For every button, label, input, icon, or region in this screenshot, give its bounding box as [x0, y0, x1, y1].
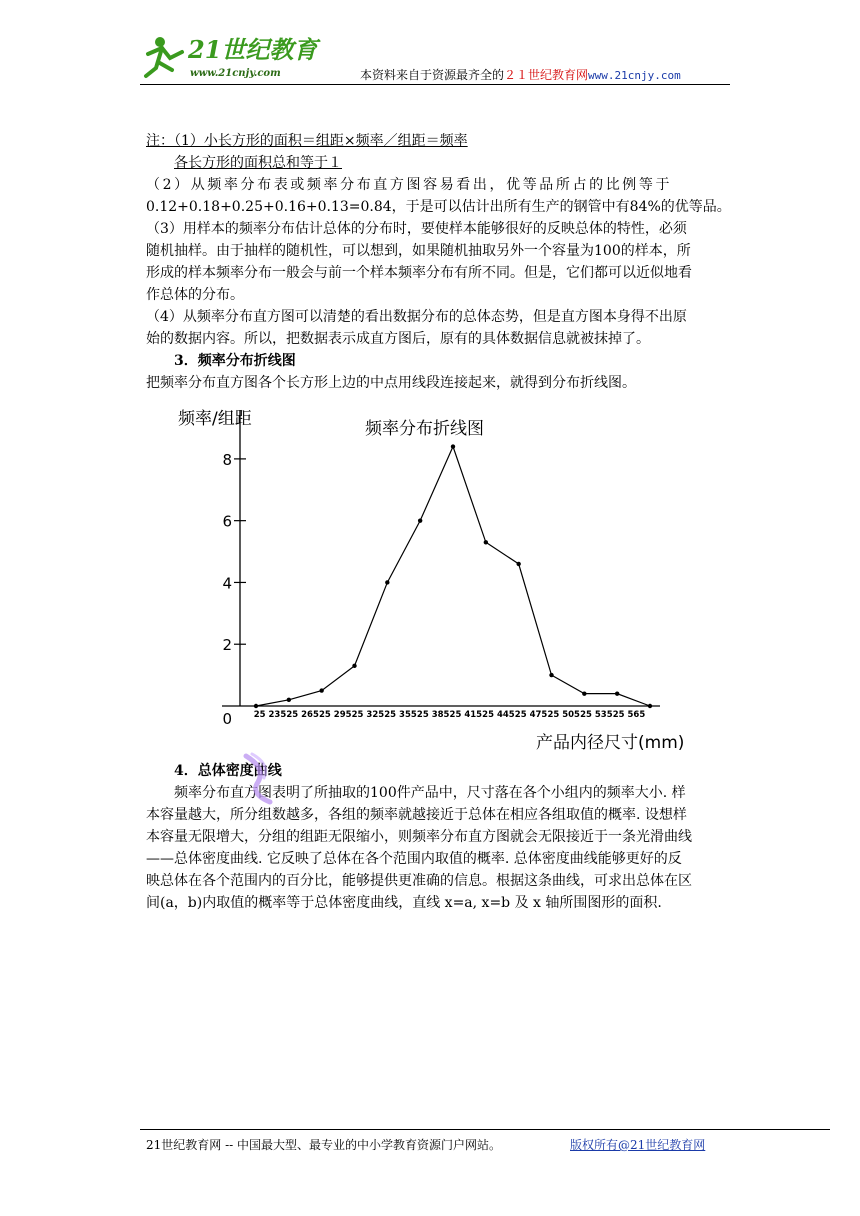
x-tick-label-8: 25 475 [514, 710, 548, 720]
note-3-line-1: （3）用样本的频率分布估计总体的分布时，要使样本能够很好的反映总体的特性，必须 [146, 221, 687, 237]
page-footer [146, 1136, 706, 1153]
data-point-3 [352, 664, 356, 668]
chart-xlabel: 产品内径尺寸(mm) [536, 733, 685, 753]
data-point-7 [484, 540, 488, 544]
x-tick-label-11: 25 565 [612, 710, 646, 720]
data-point-6 [451, 444, 455, 448]
x-tick-label-7: 25 445 [482, 710, 515, 720]
logo-url: www.21cnjy.com [190, 68, 281, 79]
frequency-polygon-chart [160, 398, 700, 758]
header-url-link[interactable]: www.21cnjy.com [588, 69, 681, 82]
note-3-line-2: 随机抽样。由于抽样的随机性，可以想到，如果随机抽取另外一个容量为100的样本，所 [146, 243, 691, 259]
chart-ylabel: 频率/组距 [178, 409, 252, 429]
chart-title: 频率分布折线图 [365, 419, 484, 439]
note-2-line-1: （2）从频率分布表或频率分布直方图容易看出，优等品所占的比例等于 [146, 177, 673, 193]
header-note: 本资料来自于资源最齐全的２１世纪教育网www.21cnjy.com [360, 68, 681, 82]
note-1-line-2: 各长方形的面积总和等于１ [174, 155, 342, 171]
note-1-line-1: 注：（1）小长方形的面积＝组距×频率／组距＝频率 [146, 133, 468, 149]
x-tick-label-6: 25 415 [449, 710, 483, 720]
x-tick-label-5: 25 385 [416, 710, 450, 720]
section-4-heading: 4．总体密度曲线 [174, 763, 282, 779]
watermark-swirl-icon [236, 748, 296, 808]
note-4-line-2: 始的数据内容。所以，把数据表示成直方图后，原有的具体数据信息就被抹掉了。 [146, 331, 650, 347]
data-point-11 [615, 691, 619, 695]
y-tick-label-0: 0 [222, 710, 232, 728]
y-tick-label-4: 4 [222, 574, 232, 593]
data-point-0 [254, 704, 258, 708]
header-divider [140, 84, 730, 85]
note-3-line-3: 形成的样本频率分布一般会与前一个样本频率分布有所不同。但是，它们都可以近似地看 [146, 265, 692, 281]
section-4-line-1: 频率分布直方图表明了所抽取的100件产品中，尺寸落在各个小组内的频率大小. 样 [174, 785, 686, 801]
section-4-line-6: 间(a，b)内取值的概率等于总体密度曲线，直线 x=a, x=b 及 x 轴所围图形的面积. [146, 895, 662, 911]
x-tick-label-1: 25 265 [286, 710, 319, 720]
data-point-4 [385, 580, 389, 584]
x-tick-label-3: 25 325 [351, 710, 385, 720]
y-tick-label-2: 2 [222, 636, 232, 655]
data-point-5 [418, 518, 422, 522]
section-4 [146, 760, 726, 914]
x-tick-label-9: 25 505 [547, 710, 580, 720]
data-point-10 [582, 691, 586, 695]
main-content [146, 130, 736, 394]
y-tick-label-8: 8 [222, 450, 232, 469]
footer-copyright-link[interactable]: 版权所有@21世纪教育网 [570, 1138, 706, 1152]
note-2-line-2: 0.12+0.18+0.25+0.16+0.13=0.84，于是可以估计出所有生产的钢管中有84%的优等品。 [146, 199, 731, 215]
section-3-heading: 3．频率分布折线图 [174, 353, 296, 369]
site-logo [140, 28, 340, 84]
footer-divider [140, 1129, 830, 1130]
section-4-line-4: ——总体密度曲线. 它反映了总体在各个范围内取值的概率. 总体密度曲线能够更好的反 [146, 851, 682, 867]
data-point-2 [319, 688, 323, 692]
x-tick-label-4: 25 355 [384, 710, 417, 720]
series-line [256, 447, 650, 706]
section-4-line-5: 映总体在各个范围内的百分比，能够提供更准确的信息。根据这条曲线，可求出总体在区 [146, 873, 692, 889]
logo-text: 21世纪教育 [188, 35, 318, 64]
x-tick-label-2: 25 295 [319, 710, 352, 720]
data-point-9 [549, 673, 553, 677]
data-point-12 [648, 704, 652, 708]
runner-figure-icon [146, 37, 182, 76]
data-point-8 [516, 562, 520, 566]
section-4-line-3: 本容量无限增大，分组的组距无限缩小，则频率分布直方图就会无限接近于一条光滑曲线 [146, 829, 692, 845]
header-site-name: ２１世纪教育网 [504, 68, 589, 82]
section-4-line-2: 本容量越大，所分组数越多，各组的频率就越接近于总体在相应各组取值的概率. 设想样 [146, 807, 687, 823]
data-point-1 [287, 698, 291, 702]
y-tick-label-6: 6 [222, 512, 232, 531]
note-3-line-4: 作总体的分布。 [146, 287, 244, 303]
page-header [140, 28, 730, 84]
footer-left-text: 21世纪教育网 -- 中国最大型、最专业的中小学教育资源门户网站。 [146, 1138, 502, 1152]
x-tick-label-10: 25 535 [580, 710, 613, 720]
section-3-paragraph: 把频率分布直方图各个长方形上边的中点用线段连接起来，就得到分布折线图。 [146, 375, 636, 391]
x-tick-label-0: 25 235 [253, 710, 287, 720]
note-4-line-1: （4）从频率分布直方图可以清楚的看出数据分布的总体态势，但是直方图本身得不出原 [146, 309, 687, 325]
